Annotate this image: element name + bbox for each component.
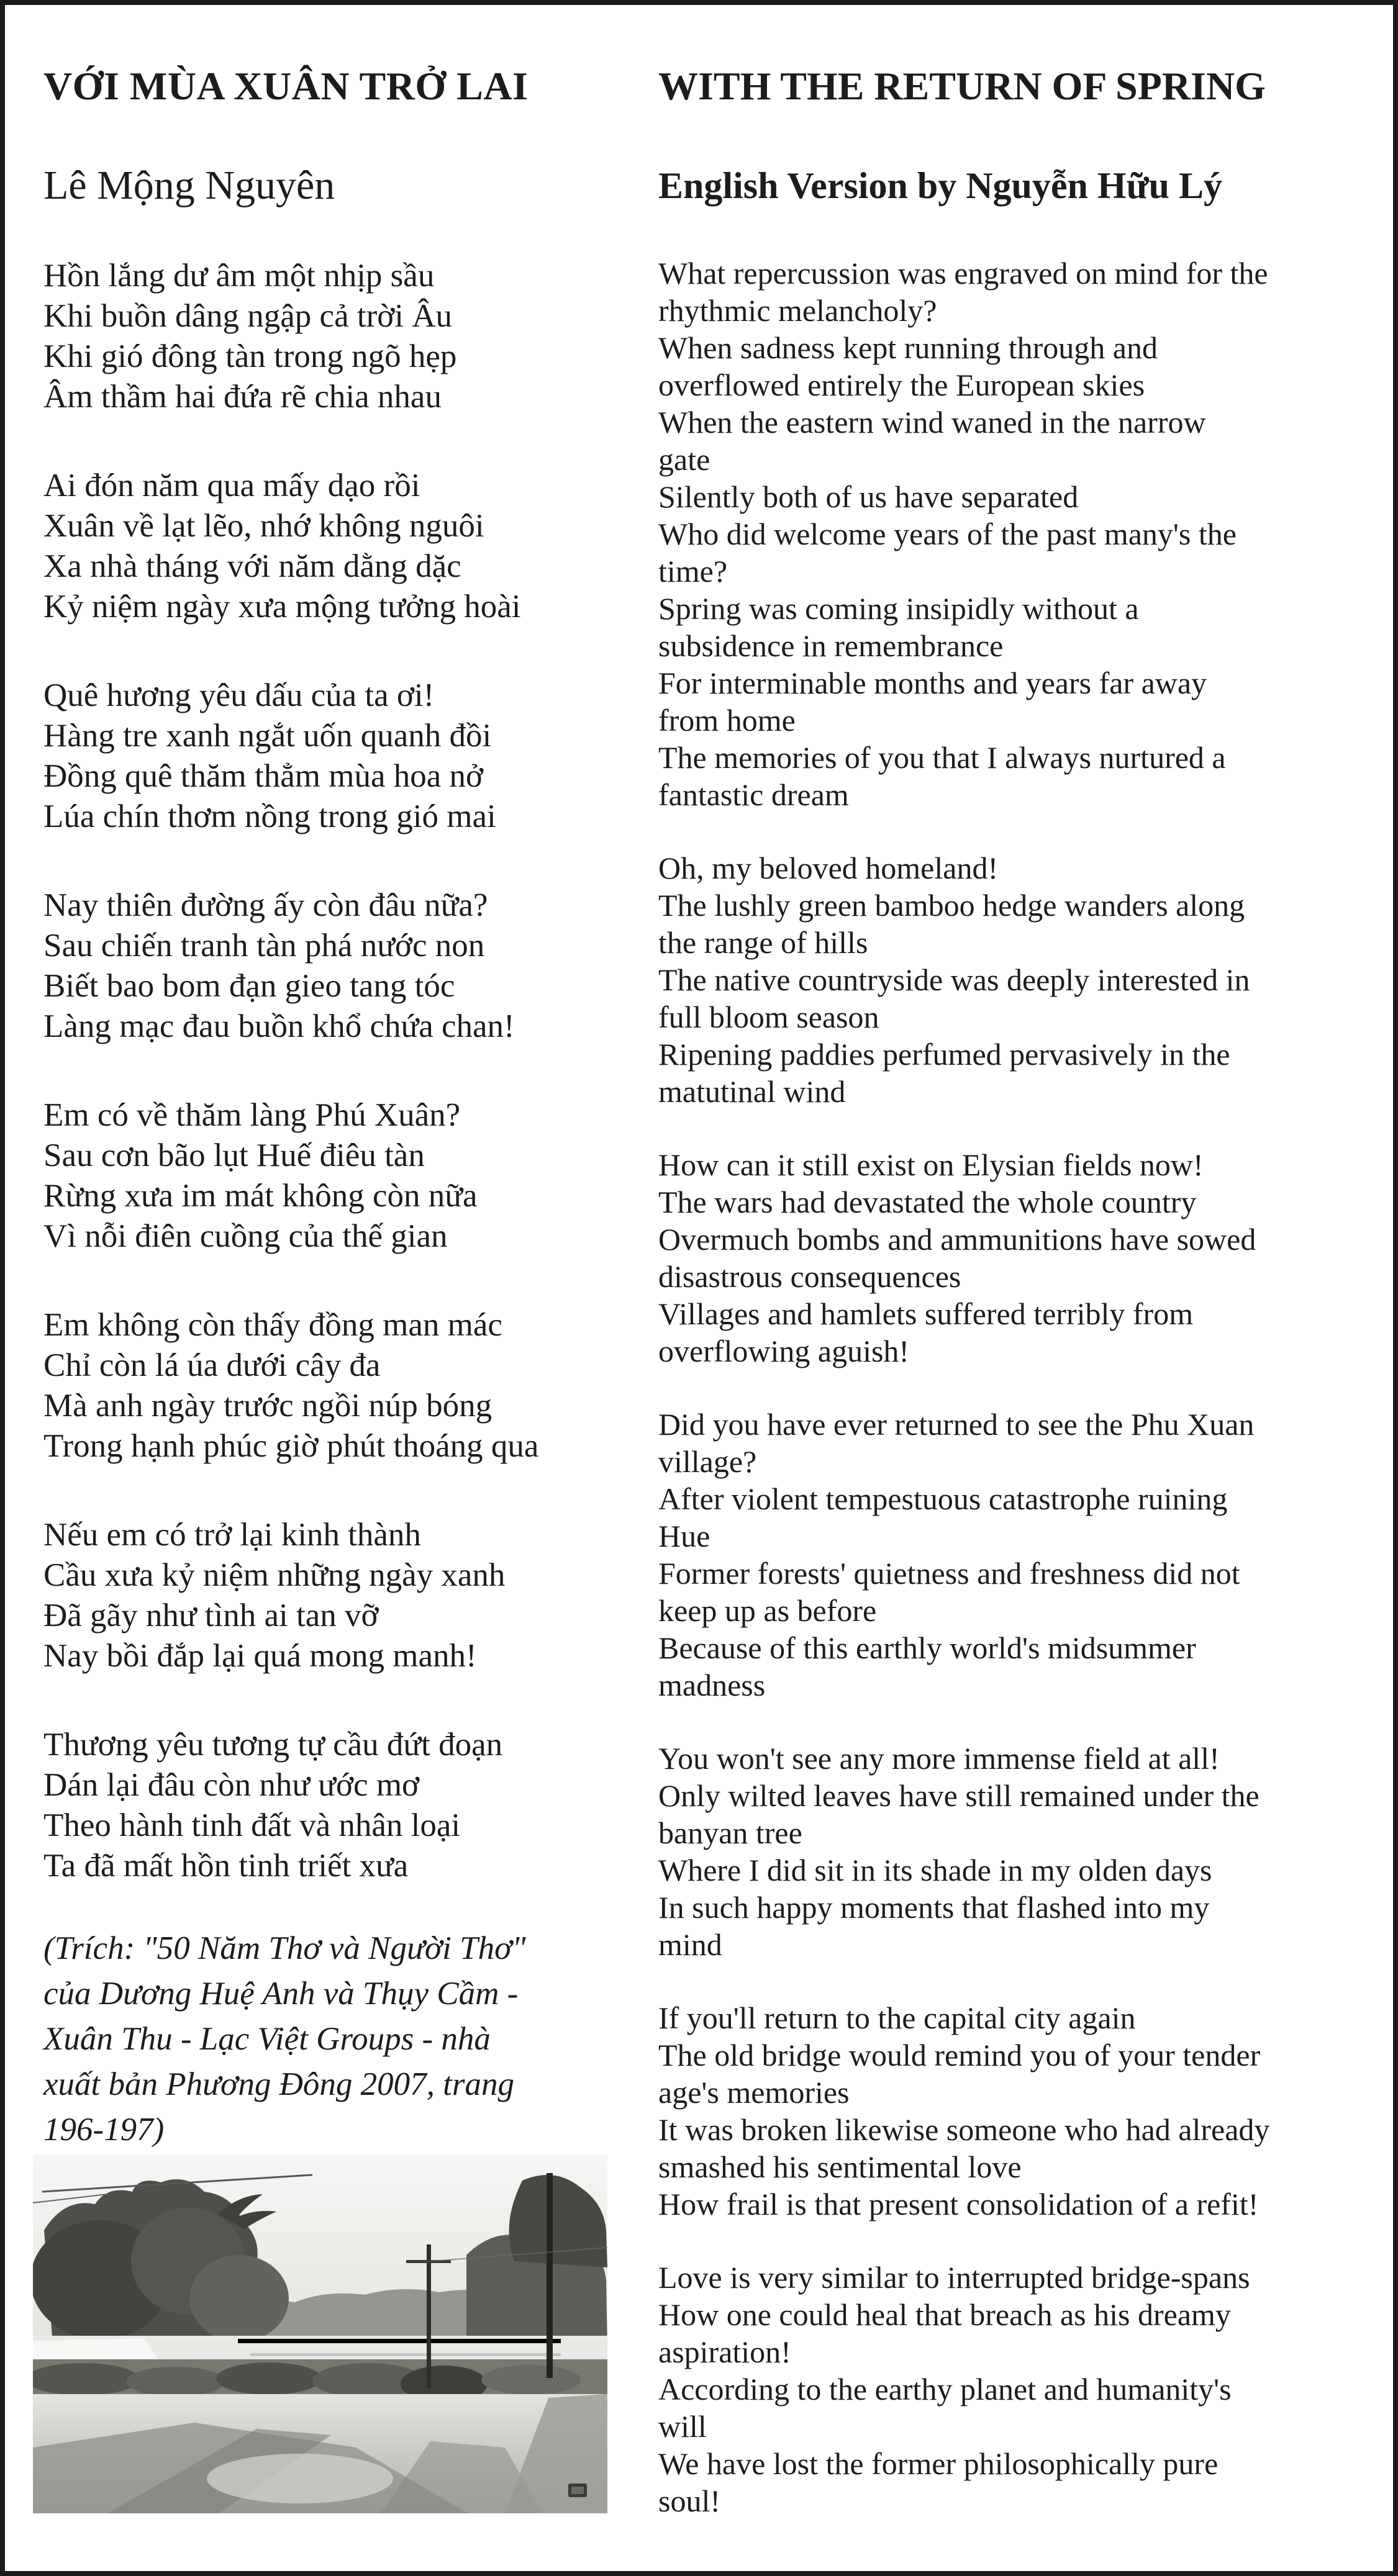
poem-line-english: How can it still exist on Elysian fields now! xyxy=(658,1147,1204,1182)
poem-line-english: Ripening paddies perfumed pervasively in the xyxy=(658,1037,1230,1072)
poem-line-vietnamese: Hàng tre xanh ngắt uốn quanh đồi xyxy=(43,718,492,754)
poem-line-english: Only wilted leaves have still remained under the xyxy=(658,1778,1260,1813)
poem-line-english: Spring was coming insipidly without a xyxy=(658,591,1139,626)
poem-line-vietnamese: Chỉ còn lá úa dưới cây đa xyxy=(43,1347,381,1383)
citation-line: (Trích: "50 Năm Thơ và Người Thơ" xyxy=(43,1930,526,1966)
poem-line-vietnamese: Mà anh ngày trước ngồi núp bóng xyxy=(43,1388,492,1424)
poem-line-english: Love is very similar to interrupted bridge-spans xyxy=(658,2260,1250,2295)
poem-title-vietnamese: VỚI MÙA XUÂN TRỞ LAI xyxy=(43,64,529,108)
poem-line-english-stanza xyxy=(658,255,1397,813)
poem-line-vietnamese: Lúa chín thơm nồng trong gió mai xyxy=(43,798,496,834)
translator-credit: English Version by Nguyễn Hữu Lý xyxy=(658,165,1222,206)
poem-line-vietnamese: Đã gãy như tình ai tan vỡ xyxy=(43,1598,379,1634)
poem-line-vietnamese: Nay thiên đường ấy còn đâu nữa? xyxy=(43,887,488,923)
poem-line-english-stanza xyxy=(658,849,1397,1110)
poem-line-vietnamese: Xuân về lạt lẽo, nhớ không nguôi xyxy=(43,508,484,544)
field-furrow xyxy=(250,2353,561,2356)
poem-line-english: For interminable months and years far away xyxy=(658,666,1207,700)
vietnamese-column xyxy=(43,65,627,2153)
poem-line-english-stanza xyxy=(658,1146,1397,1370)
poem-line-vietnamese: Em không còn thấy đồng man mác xyxy=(43,1307,502,1343)
poem-line-english: fantastic dream xyxy=(658,777,849,812)
poem-line-english-stanza xyxy=(658,1406,1397,1704)
poem-line-english: If you'll return to the capital city again xyxy=(658,2000,1136,2035)
poem-line-english: Former forests' quietness and freshness did not xyxy=(658,1556,1240,1591)
citation-line: 196-197) xyxy=(43,2112,165,2148)
poem-line-english: In such happy moments that flashed into my xyxy=(658,1890,1210,1925)
poem-line-vietnamese: Sau cơn bão lụt Huế điêu tàn xyxy=(43,1137,425,1173)
poem-line-english: mind xyxy=(658,1927,722,1962)
poem-line-english: subsidence in remembrance xyxy=(658,628,1004,663)
poem-line-vietnamese-stanza xyxy=(43,1515,627,1676)
poem-line-english: Where I did sit in its shade in my olden days xyxy=(658,1853,1212,1887)
poem-line-english: disastrous consequences xyxy=(658,1259,961,1294)
poem-line-english: The lushly green bamboo hedge wanders along xyxy=(658,888,1245,923)
poem-title-english: WITH THE RETURN OF SPRING xyxy=(658,64,1266,108)
poem-line-vietnamese-stanza xyxy=(43,1095,627,1257)
countryside-photo-image xyxy=(33,2154,607,2513)
english-column xyxy=(658,65,1397,2520)
poem-line-english: Oh, my beloved homeland! xyxy=(658,851,999,885)
poem-line-english-stanza xyxy=(658,1999,1397,2223)
poem-line-vietnamese: Trong hạnh phúc giờ phút thoáng qua xyxy=(43,1428,539,1464)
citation-line: của Dương Huệ Anh và Thụy Cầm - xyxy=(43,1976,519,2012)
poem-line-vietnamese: Xa nhà tháng với năm dằng dặc xyxy=(43,548,461,584)
poem-line-vietnamese: Vì nỗi điên cuồng của thế gian xyxy=(43,1218,448,1254)
poem-author: Lê Mộng Nguyên xyxy=(43,163,335,208)
poem-line-vietnamese: Nay bồi đắp lại quá mong manh! xyxy=(43,1638,477,1674)
utility-pole xyxy=(547,2173,553,2378)
poem-line-english: village? xyxy=(658,1444,757,1479)
poem-line-vietnamese: Làng mạc đau buồn khổ chứa chan! xyxy=(43,1008,515,1044)
poem-line-english: full bloom season xyxy=(658,1000,879,1034)
field-furrow xyxy=(238,2339,561,2343)
poem-line-english: When sadness kept running through and xyxy=(658,330,1158,365)
poem-line-english: will xyxy=(658,2409,707,2444)
poem-line-vietnamese-stanza xyxy=(43,676,627,837)
poem-line-english-stanza xyxy=(658,2259,1397,2520)
poem-line-vietnamese: Cầu xưa kỷ niệm những ngày xanh xyxy=(43,1557,506,1593)
poem-line-vietnamese-stanza xyxy=(43,1725,627,1886)
poem-line-english: The memories of you that I always nurtured a xyxy=(658,740,1226,775)
poem-line-english: According to the earthy planet and humanity's xyxy=(658,2372,1232,2407)
poem-line-english: aspiration! xyxy=(658,2334,791,2369)
photo-watermark-inner xyxy=(571,2487,584,2494)
citation-line: Xuân Thu - Lạc Việt Groups - nhà xyxy=(43,2021,491,2057)
hedge-bush xyxy=(481,2365,581,2395)
poem-line-english: After violent tempestuous catastrophe ruining xyxy=(658,1481,1228,1516)
poem-line-english: The native countryside was deeply interested in xyxy=(658,962,1250,997)
countryside-photo xyxy=(33,2154,607,2513)
poem-line-english: age's memories xyxy=(658,2075,850,2110)
poem-line-vietnamese: Em có về thăm làng Phú Xuân? xyxy=(43,1097,461,1133)
hedge-bush xyxy=(216,2362,322,2395)
poem-line-english: matutinal wind xyxy=(658,1074,846,1109)
poem-line-english: the range of hills xyxy=(658,925,868,960)
poem-line-vietnamese: Nếu em có trở lại kinh thành xyxy=(43,1517,421,1553)
poem-line-english: You won't see any more immense field at all! xyxy=(658,1741,1220,1776)
poem-line-vietnamese: Sau chiến tranh tàn phá nước non xyxy=(43,928,485,964)
poem-line-vietnamese: Khi gió đông tàn trong ngõ hẹp xyxy=(43,338,457,374)
poem-line-english: banyan tree xyxy=(658,1815,802,1850)
utility-pole xyxy=(427,2244,431,2388)
poem-line-vietnamese: Theo hành tinh đất và nhân loại xyxy=(43,1807,461,1843)
poem-line-english: overflowed entirely the European skies xyxy=(658,368,1145,402)
poem-line-vietnamese: Đồng quê thăm thẳm mùa hoa nở xyxy=(43,758,484,794)
poem-line-english: keep up as before xyxy=(658,1593,877,1628)
poem-line-english: Silently both of us have separated xyxy=(658,479,1079,514)
poem-line-english: smashed his sentimental love xyxy=(658,2149,1022,2184)
poem-line-vietnamese: Ta đã mất hồn tinh triết xưa xyxy=(43,1848,409,1884)
poem-line-vietnamese: Biết bao bom đạn gieo tang tóc xyxy=(43,968,455,1004)
poem-line-english: Because of this earthly world's midsummer xyxy=(658,1630,1196,1665)
poem-line-vietnamese: Ai đón năm qua mấy dạo rồi xyxy=(43,468,420,504)
poem-line-english: What repercussion was engraved on mind for the xyxy=(658,256,1268,291)
poem-line-english: rhythmic melancholy? xyxy=(658,293,937,328)
sunlit-grass-patch xyxy=(207,2454,393,2503)
poem-line-vietnamese: Thương yêu tương tự cầu đứt đoạn xyxy=(43,1727,503,1763)
poem-line-vietnamese-stanza xyxy=(43,256,627,417)
citation xyxy=(43,1926,627,2153)
poem-line-english: It was broken likewise someone who had already xyxy=(658,2112,1270,2147)
poem-line-english: We have lost the former philosophically pure xyxy=(658,2446,1219,2481)
poem-line-english: overflowing aguish! xyxy=(658,1334,910,1368)
poem-line-vietnamese-stanza xyxy=(43,466,627,627)
poem-line-english: The old bridge would remind you of your tender xyxy=(658,2038,1261,2072)
poem-line-english: gate xyxy=(658,442,710,477)
poem-line-vietnamese: Quê hương yêu dấu của ta ơi! xyxy=(43,677,435,713)
left-tree-crown xyxy=(189,2255,289,2342)
poem-line-english: time? xyxy=(658,554,728,589)
poem-line-english-stanza xyxy=(658,1740,1397,1963)
poem-line-vietnamese-stanza xyxy=(43,1305,627,1467)
poem-line-english: The wars had devastated the whole country xyxy=(658,1185,1197,1219)
vietnamese-stanzas xyxy=(43,256,627,1886)
poem-line-english: Hue xyxy=(658,1519,710,1553)
hedge-bush xyxy=(126,2367,225,2397)
english-stanzas xyxy=(658,255,1397,2520)
poem-line-vietnamese: Âm thầm hai đứa rẽ chia nhau xyxy=(43,379,442,415)
poem-line-english: from home xyxy=(658,703,796,738)
poem-line-vietnamese: Dán lại đâu còn như ước mơ xyxy=(43,1767,420,1803)
poem-line-english: How frail is that present consolidation of a refit! xyxy=(658,2187,1259,2221)
poem-line-vietnamese-stanza xyxy=(43,885,627,1047)
poem-line-english: Did you have ever returned to see the Phu Xuan xyxy=(658,1407,1255,1442)
poem-line-english: Overmuch bombs and ammunitions have sowed xyxy=(658,1222,1256,1257)
poem-line-english: How one could heal that breach as his dreamy xyxy=(658,2297,1231,2332)
poem-line-vietnamese: Hồn lắng dư âm một nhịp sầu xyxy=(43,258,435,294)
poem-line-english: madness xyxy=(658,1668,766,1702)
poem-line-english: When the eastern wind waned in the narrow xyxy=(658,405,1206,440)
citation-line: xuất bản Phương Đông 2007, trang xyxy=(43,2066,514,2102)
poem-line-english: Villages and hamlets suffered terribly from xyxy=(658,1296,1194,1331)
poem-line-vietnamese: Kỷ niệm ngày xưa mộng tưởng hoài xyxy=(43,589,521,625)
poem-line-english: soul! xyxy=(658,2483,720,2518)
poem-line-english: Who did welcome years of the past many's the xyxy=(658,517,1237,551)
poem-line-vietnamese: Khi buồn dâng ngập cả trời Âu xyxy=(43,298,452,334)
poem-line-vietnamese: Rừng xưa im mát không còn nữa xyxy=(43,1178,478,1214)
